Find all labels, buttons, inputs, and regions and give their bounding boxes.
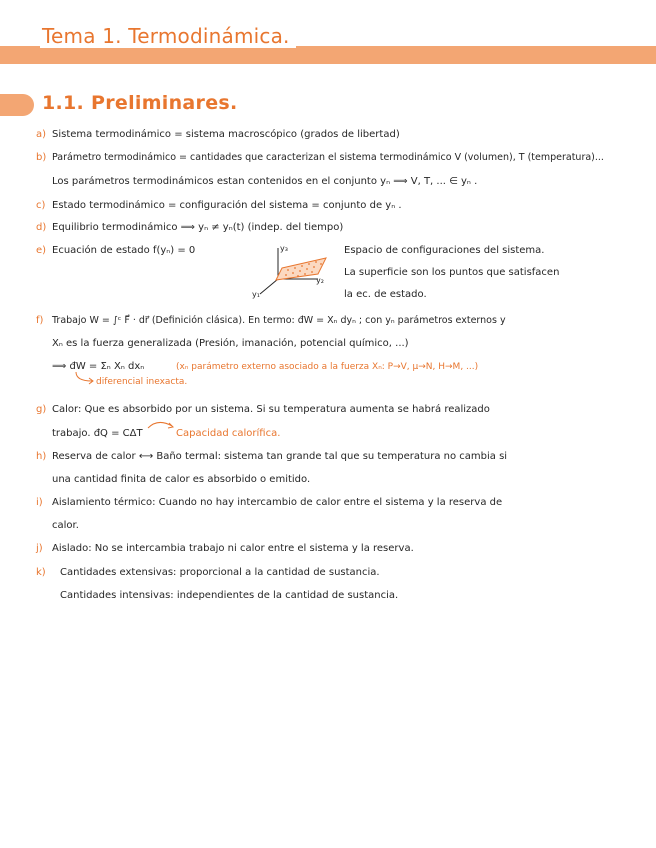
item-c-text: Estado termodinámico = configuración del sistema = conjunto de yₙ . xyxy=(52,200,402,211)
item-k-label: k) xyxy=(36,567,46,578)
axis-y1 xyxy=(260,279,278,294)
item-i-text-1: Aislamiento térmico: Cuando no hay intercambio de calor entre el sistema y la reserva de xyxy=(52,497,503,508)
diagram-axis-label-y2: y₂ xyxy=(316,276,324,285)
item-j-label: j) xyxy=(36,543,43,554)
diagram-axis-label-y1: y₁ xyxy=(252,290,260,299)
section-marker xyxy=(0,94,34,116)
inexact-arrow xyxy=(72,372,96,386)
item-g-label: g) xyxy=(36,404,47,415)
item-f-inexact-note: diferencial inexacta. xyxy=(96,377,188,387)
item-b-text-1: Parámetro termodinámico = cantidades que caracterizan el sistema termodinámico V (volumen), T (temperatura)... xyxy=(52,152,604,163)
item-f-text-3: ⟹ đW = Σₙ Xₙ dxₙ xyxy=(52,361,145,372)
configuration-space-diagram xyxy=(248,244,338,304)
item-b-text-2: Los parámetros termodinámicos estan contenidos en el conjunto yₙ ⟹ V, T, ... ∈ yₙ . xyxy=(52,176,478,187)
item-f-text-1: Trabajo W = ∫ᶜ F⃗ · dr⃗ (Definición clásica). En termo: đW = Xₙ dyₙ ; con yₙ parámetros externos y xyxy=(52,315,506,326)
item-k-text-1: Cantidades extensivas: proporcional a la cantidad de sustancia. xyxy=(60,567,380,578)
item-f-text-2: Xₙ es la fuerza generalizada (Presión, imanación, potencial químico, ...) xyxy=(52,338,409,349)
item-h-label: h) xyxy=(36,451,47,462)
item-b-label: b) xyxy=(36,152,47,163)
item-k-text-2: Cantidades intensivas: independientes de la cantidad de sustancia. xyxy=(60,590,399,601)
item-h-text-1: Reserva de calor ⟷ Baño termal: sistema tan grande tal que su temperatura no cambia si xyxy=(52,451,508,462)
item-j-text: Aislado: No se intercambia trabajo ni calor entre el sistema y la reserva. xyxy=(52,543,414,554)
item-h-text-2: una cantidad finita de calor es absorbido o emitido. xyxy=(52,474,311,485)
diagram-caption-2: La superficie son los puntos que satisfacen xyxy=(344,267,560,278)
diagram-axis-label-y3: y₃ xyxy=(280,244,288,253)
item-e-text: Ecuación de estado f(yₙ) = 0 xyxy=(52,245,196,256)
item-d-text: Equilibrio termodinámico ⟹ yₙ ≠ yₙ(t) (indep. del tiempo) xyxy=(52,222,344,233)
item-i-text-2: calor. xyxy=(52,520,79,531)
item-f-note: (xₙ parámetro externo asociado a la fuerza Xₙ: P→V, μ→N, H→M, ...) xyxy=(176,362,479,372)
section-title: 1.1. Preliminares. xyxy=(42,92,238,114)
item-a-label: a) xyxy=(36,129,47,140)
diagram-caption-3: la ec. de estado. xyxy=(344,289,427,300)
item-g-text-2: trabajo. đQ = CΔT xyxy=(52,428,143,439)
heat-capacity-arrow xyxy=(146,418,178,430)
item-e-label: e) xyxy=(36,245,47,256)
item-a-text: Sistema termodinámico = sistema macroscópico (grados de libertad) xyxy=(52,129,400,140)
title-underline-bar xyxy=(0,46,656,64)
item-c-label: c) xyxy=(36,200,46,211)
diagram-caption-1: Espacio de configuraciones del sistema. xyxy=(344,245,545,256)
item-g-text-1: Calor: Que es absorbido por un sistema. Si su temperatura aumenta se habrá realizado xyxy=(52,404,490,415)
item-g-note: Capacidad calorífica. xyxy=(176,428,281,439)
item-d-label: d) xyxy=(36,222,47,233)
item-i-label: i) xyxy=(36,497,43,508)
page-title: Tema 1. Termodinámica. xyxy=(40,24,296,48)
item-f-label: f) xyxy=(36,315,44,326)
